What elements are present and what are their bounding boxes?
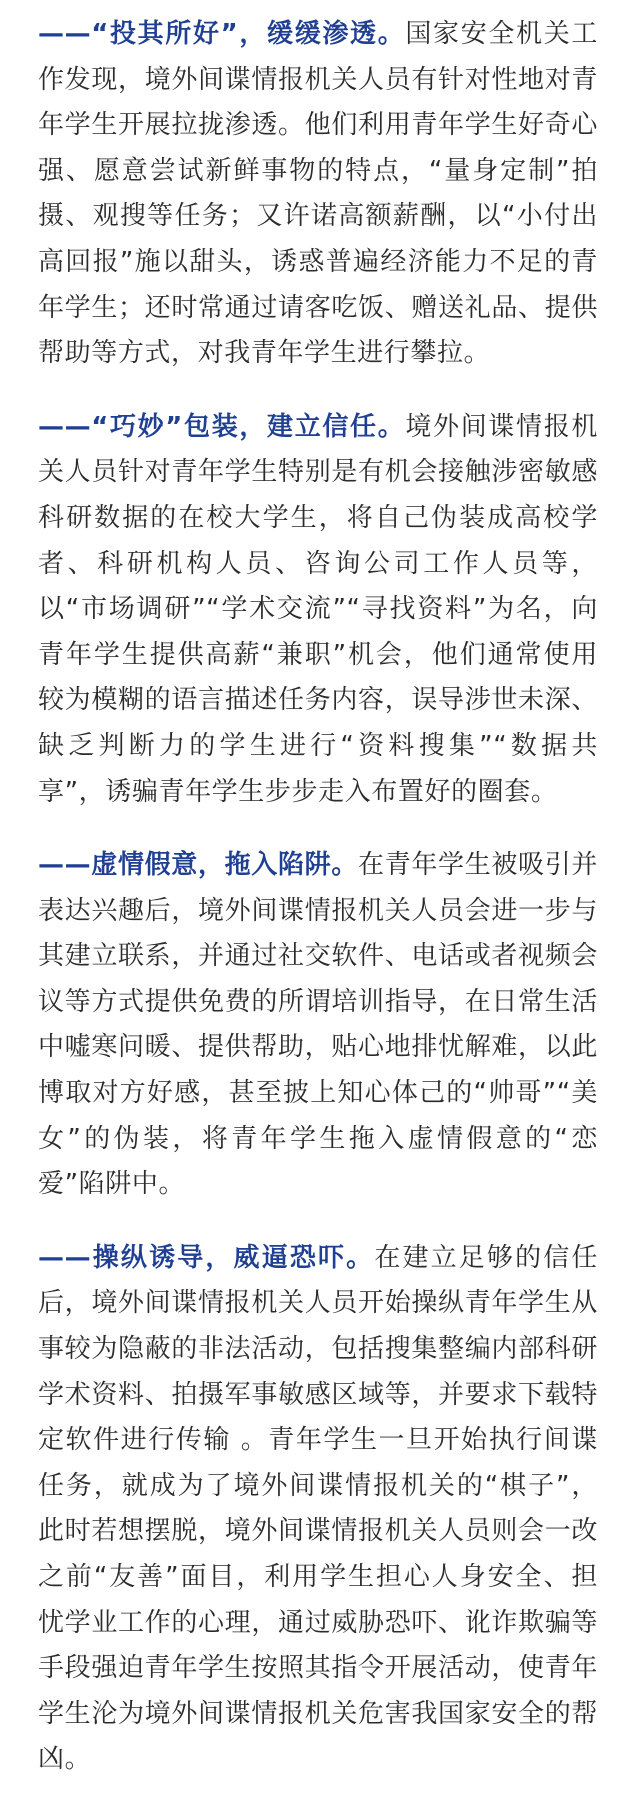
- paragraph-text: 境外间谍情报机关人员针对青年学生特别是有机会接触涉密敏感科研数据的在校大学生，将自己伪装成高校学者、科研机构人员、咨询公司工作人员等，以“市场调研”“学术交流”“寻找资料”为名，向青年学生提供高薪“兼职”机会，他们通常使用较为模糊的语言描述任务内容，误导涉世未深、缺乏判断力的学生进行“资料搜集”“数据共享”，诱骗青年学生步步走入布置好的圈套。: [38, 411, 598, 807]
- article-body: [38, 12, 598, 1811]
- paragraph-tactic-2: [38, 405, 598, 815]
- paragraph-text: 国家安全机关工作发现，境外间谍情报机关人员有针对性地对青年学生开展拉拢渗透。他们利用青年学生好奇心强、愿意尝试新鲜事物的特点，“量身定制”拍摄、观搜等任务；又许诺高额薪酬，以“小付出高回报”施以甜头，诱惑普遍经济能力不足的青年学生；还时常通过请客吃饭、赠送礼品、提供帮助等方式，对我青年学生进行攀拉。: [38, 19, 598, 369]
- paragraph-heading: ——“巧妙”包装，建立信任。: [38, 411, 406, 442]
- paragraph-heading: ——“投其所好”，缓缓渗透。: [38, 19, 406, 49]
- paragraph-text: 在建立足够的信任后，境外间谍情报机关人员开始操纵青年学生从事较为隐蔽的非法活动，包括搜集整编内部科研学术资料、拍摄军事敏感区域等，并要求下载特定软件进行传输 。青年学生一旦开始执行间谍任务，就成为了境外间谍情报机关的“棋子”，此时若想摆脱，境外间谍情报机关人员则会一改之前“友善”面目，利用学生担心人身安全、担忧学业工作的心理，通过威胁恐吓、讹诈欺骗等手段强迫青年学生按照其指令开展活动，使青年学生沦为境外间谍情报机关危害我国家安全的帮凶。: [38, 1242, 598, 1775]
- paragraph-heading: ——虚情假意，拖入陷阱。: [38, 850, 359, 881]
- paragraph-tactic-4: [38, 1236, 598, 1783]
- paragraph-heading: ——操纵诱导，威逼恐吓。: [38, 1242, 375, 1273]
- paragraph-tactic-1: [38, 12, 598, 377]
- paragraph-tactic-3: [38, 843, 598, 1208]
- paragraph-text: 在青年学生被吸引并表达兴趣后，境外间谍情报机关人员会进一步与其建立联系，并通过社交软件、电话或者视频会议等方式提供免费的所谓培训指导，在日常生活中嘘寒问暖、提供帮助，贴心地排忧解难，以此博取对方好感，甚至披上知心体己的“帅哥”“美女”的伪装，将青年学生拖入虚情假意的“恋爱”陷阱中。: [38, 850, 599, 1200]
